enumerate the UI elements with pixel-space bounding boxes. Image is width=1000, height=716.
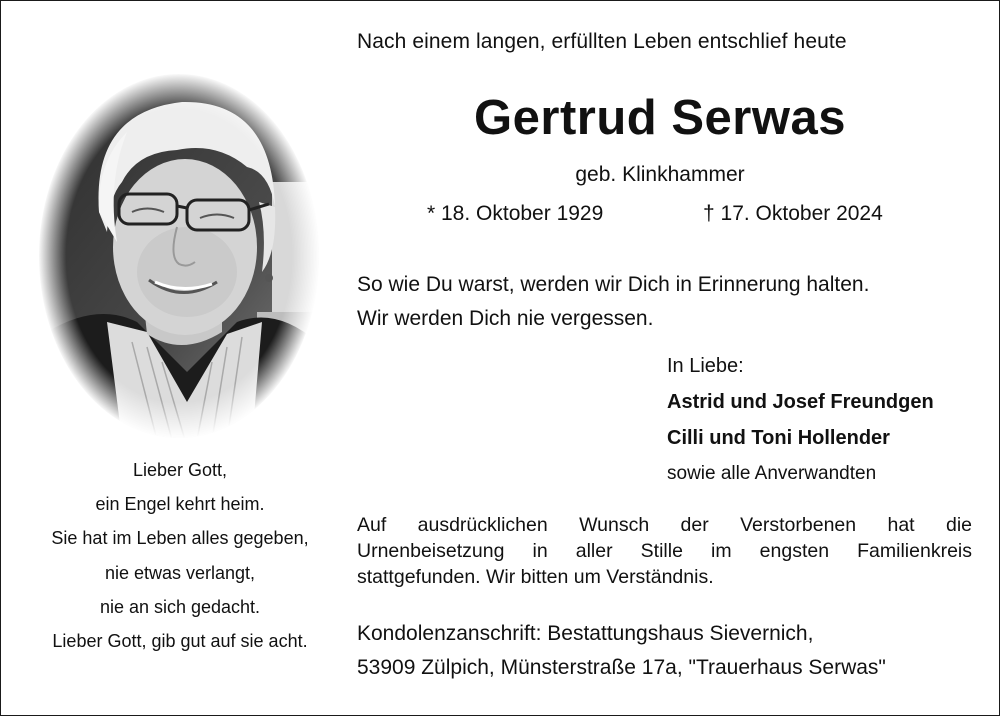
memorial-line: So wie Du warst, werden wir Dich in Erinnerung halten. <box>357 273 870 296</box>
poem-line: nie etwas verlangt, <box>104 562 256 583</box>
condolence-address: 53909 Zülpich, Münsterstraße 17a, "Trauerhaus Serwas" <box>357 656 886 679</box>
poem-line: Sie hat im Leben alles gegeben, <box>51 528 309 549</box>
notice-line: stattgefunden. Wir bitten um Verständnis. <box>357 566 714 588</box>
portrait-photo <box>37 72 321 440</box>
memorial-line: Wir werden Dich nie vergessen. <box>357 307 654 330</box>
poem-line: Lieber Gott, gib gut auf sie acht. <box>52 630 308 651</box>
poem-line: ein Engel kehrt heim. <box>95 494 265 515</box>
notice-line: Urnenbeisetzung in aller Stille im engsten Familienkreis <box>357 540 972 562</box>
mourner-name: Cilli und Toni Hollender <box>667 427 890 449</box>
deceased-name: Gertrud Serwas <box>474 91 846 145</box>
mourner-name: Astrid und Josef Freundgen <box>667 391 934 413</box>
poem-line: nie an sich gedacht. <box>99 596 261 617</box>
poem <box>20 456 340 661</box>
mourner-name: sowie alle Anverwandten <box>667 463 877 484</box>
notice-line: Auf ausdrücklichen Wunsch der Verstorbenen hat die <box>357 514 972 536</box>
intro-text: Nach einem langen, erfüllten Leben entschlief heute <box>357 30 847 53</box>
death-date: † 17. Oktober 2024 <box>703 202 883 225</box>
birth-date: * 18. Oktober 1929 <box>427 202 604 225</box>
poem-line: Lieber Gott, <box>132 460 228 480</box>
condolence-address: Kondolenzanschrift: Bestattungshaus Sievernich, <box>357 622 814 645</box>
mourners-heading: In Liebe: <box>667 355 744 377</box>
maiden-name: geb. Klinkhammer <box>575 163 745 186</box>
burial-notice <box>357 512 972 590</box>
